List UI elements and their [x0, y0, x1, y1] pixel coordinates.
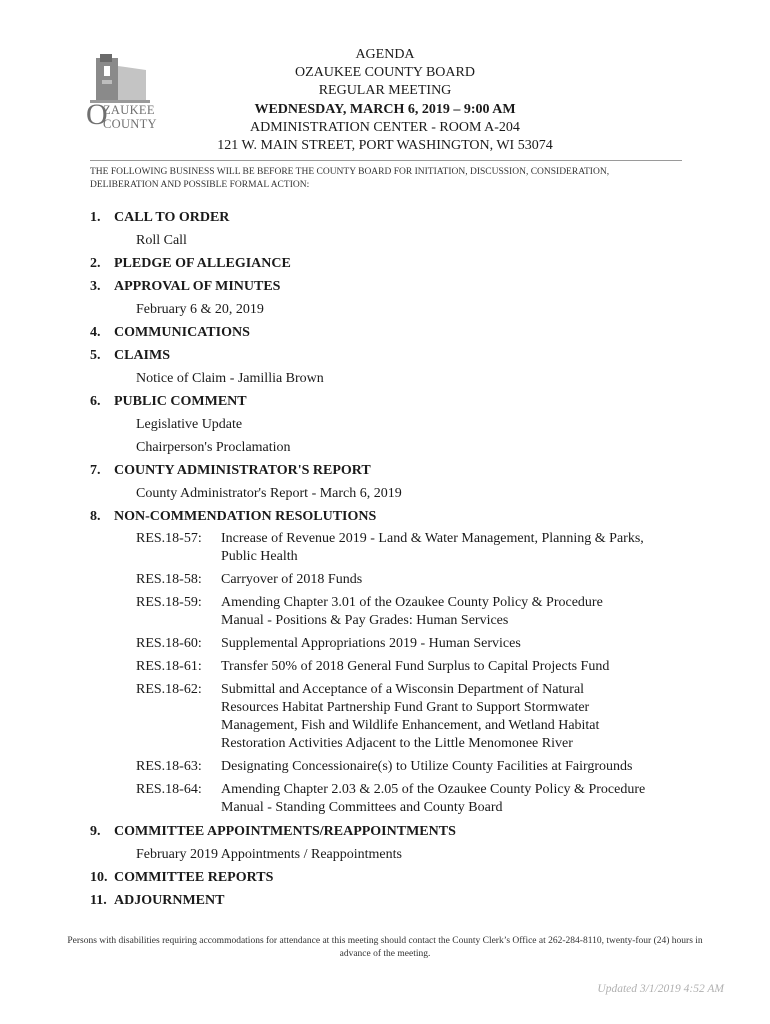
- agenda-item-number: 2.: [90, 256, 101, 271]
- resolution-row: [90, 594, 690, 630]
- header-address: 121 W. MAIN STREET, PORT WASHINGTON, WI 53074: [217, 138, 553, 154]
- resolution-line: Restoration Activities Adjacent to the Little Menomonee River: [221, 736, 573, 751]
- resolution-description: [221, 571, 683, 589]
- agenda-item-title: [90, 254, 690, 277]
- resolution-description: [221, 594, 683, 630]
- resolution-line: Supplemental Appropriations 2019 - Human Services: [221, 636, 521, 651]
- agenda-item-label: COMMUNICATIONS: [114, 325, 250, 340]
- agenda-item-title: [90, 868, 690, 891]
- agenda-item-title: [90, 461, 690, 484]
- header-board: OZAUKEE COUNTY BOARD: [295, 65, 475, 81]
- agenda-items: [90, 208, 690, 914]
- agenda-subitem: Legislative Update: [136, 417, 243, 432]
- resolution-line: Transfer 50% of 2018 General Fund Surplus to Capital Projects Fund: [221, 659, 610, 674]
- resolution-line: Public Health: [221, 549, 298, 564]
- agenda-subitem: Chairperson's Proclamation: [136, 440, 291, 455]
- resolution-row: [90, 681, 690, 753]
- resolution-number: RES.18-60:: [136, 636, 202, 651]
- resolution-number: RES.18-57:: [136, 531, 202, 546]
- resolution-number: RES.18-58:: [136, 572, 202, 587]
- agenda-item-number: 5.: [90, 348, 101, 363]
- agenda-item-title: [90, 323, 690, 346]
- resolution-row: [90, 781, 690, 817]
- agenda-item-number: 6.: [90, 394, 101, 409]
- agenda-item-title: [90, 891, 690, 914]
- agenda-item-title: [90, 208, 690, 231]
- resolution-row: [90, 658, 690, 676]
- agenda-item-label: ADJOURNMENT: [114, 893, 225, 908]
- header-meeting-type: REGULAR MEETING: [318, 83, 452, 99]
- footer-line2: advance of the meeting.: [339, 948, 431, 959]
- resolution-line: Amending Chapter 2.03 & 2.05 of the Ozaukee County Policy & Procedure: [221, 782, 646, 797]
- agenda-item-number: 10.: [90, 870, 108, 885]
- agenda-item-title: [90, 392, 690, 415]
- agenda-item-title: [90, 277, 690, 300]
- resolution-line: Submittal and Acceptance of a Wisconsin Department of Natural: [221, 682, 585, 697]
- agenda-item-number: 3.: [90, 279, 101, 294]
- agenda-item-label: NON-COMMENDATION RESOLUTIONS: [114, 509, 377, 524]
- agenda-subitem: February 2019 Appointments / Reappointments: [136, 847, 402, 862]
- resolution-line: Management, Fish and Wildlife Enhancement, and Wetland Habitat: [221, 718, 600, 733]
- agenda-item-label: COUNTY ADMINISTRATOR'S REPORT: [114, 463, 371, 478]
- header-divider: [90, 160, 682, 161]
- ozaukee-county-logo: [86, 52, 158, 140]
- logo-letter-o: O: [86, 98, 108, 131]
- agenda-item-label: COMMITTEE APPOINTMENTS/REAPPOINTMENTS: [114, 824, 456, 839]
- agenda-item-number: 7.: [90, 463, 101, 478]
- resolution-description: [221, 658, 683, 676]
- resolution-description: [221, 681, 683, 753]
- updated-timestamp: Updated 3/1/2019 4:52 AM: [597, 983, 724, 995]
- agenda-item-label: PLEDGE OF ALLEGIANCE: [114, 256, 291, 271]
- resolution-line: Manual - Standing Committees and County Board: [221, 800, 503, 815]
- header-location: ADMINISTRATION CENTER - ROOM A-204: [250, 119, 520, 135]
- resolution-line: Amending Chapter 3.01 of the Ozaukee County Policy & Procedure: [221, 595, 603, 610]
- accessibility-notice: [40, 935, 730, 960]
- resolution-row: [90, 530, 690, 566]
- resolution-description: [221, 781, 683, 817]
- footer-line1: Persons with disabilities requiring accommodations for attendance at this meeting should contact the County Clerk’s Office at 262-284-8110, twenty-four (24) hours in: [67, 936, 703, 946]
- agenda-item-title: [90, 822, 690, 845]
- resolution-line: Resources Habitat Partnership Fund Grant to Support Stormwater: [221, 700, 590, 715]
- preamble-text: THE FOLLOWING BUSINESS WILL BE BEFORE THE COUNTY BOARD FOR INITIATION, DISCUSSION, CONSIDERATION, DELIBERATION AND POSSIBLE FORMAL ACTION:: [90, 167, 610, 190]
- resolution-description: [221, 758, 683, 776]
- resolution-line: Carryover of 2018 Funds: [221, 572, 363, 587]
- resolution-description: [221, 635, 683, 653]
- logo-line1: ZAUKEE: [103, 103, 155, 117]
- agenda-item-number: 4.: [90, 325, 101, 340]
- agenda-item-label: APPROVAL OF MINUTES: [114, 279, 281, 294]
- agenda-item-number: 9.: [90, 824, 101, 839]
- header-agenda: AGENDA: [355, 47, 415, 62]
- agenda-item-label: PUBLIC COMMENT: [114, 394, 247, 409]
- resolution-number: RES.18-62:: [136, 682, 202, 697]
- agenda-item-title: [90, 507, 690, 530]
- agenda-item-number: 11.: [90, 893, 107, 908]
- resolution-line: Manual - Positions & Pay Grades: Human Services: [221, 613, 509, 628]
- resolution-number: RES.18-63:: [136, 759, 202, 774]
- logo-line2: COUNTY: [103, 117, 157, 131]
- agenda-item-number: 8.: [90, 509, 101, 524]
- agenda-item-label: COMMITTEE REPORTS: [114, 870, 274, 885]
- agenda-item-label: CLAIMS: [114, 348, 171, 363]
- resolution-row: [90, 635, 690, 653]
- agenda-subitem: Roll Call: [136, 233, 187, 248]
- agenda-subitem: February 6 & 20, 2019: [136, 302, 264, 317]
- resolution-number: RES.18-59:: [136, 595, 202, 610]
- header-date: WEDNESDAY, MARCH 6, 2019 – 9:00 AM: [254, 101, 516, 117]
- agenda-header: [170, 46, 600, 155]
- resolution-description: [221, 530, 683, 566]
- resolution-line: Designating Concessionaire(s) to Utilize County Facilities at Fairgrounds: [221, 759, 633, 774]
- agenda-item-label: CALL TO ORDER: [114, 210, 230, 225]
- resolution-number: RES.18-61:: [136, 659, 202, 674]
- resolution-row: [90, 571, 690, 589]
- agenda-item-number: 1.: [90, 210, 101, 225]
- agenda-subitem: County Administrator's Report - March 6, 2019: [136, 486, 402, 501]
- agenda-subitem: Notice of Claim - Jamillia Brown: [136, 371, 324, 386]
- resolution-line: Increase of Revenue 2019 - Land & Water Management, Planning & Parks,: [221, 531, 644, 546]
- resolution-row: [90, 758, 690, 776]
- resolution-number: RES.18-64:: [136, 782, 202, 797]
- agenda-item-title: [90, 346, 690, 369]
